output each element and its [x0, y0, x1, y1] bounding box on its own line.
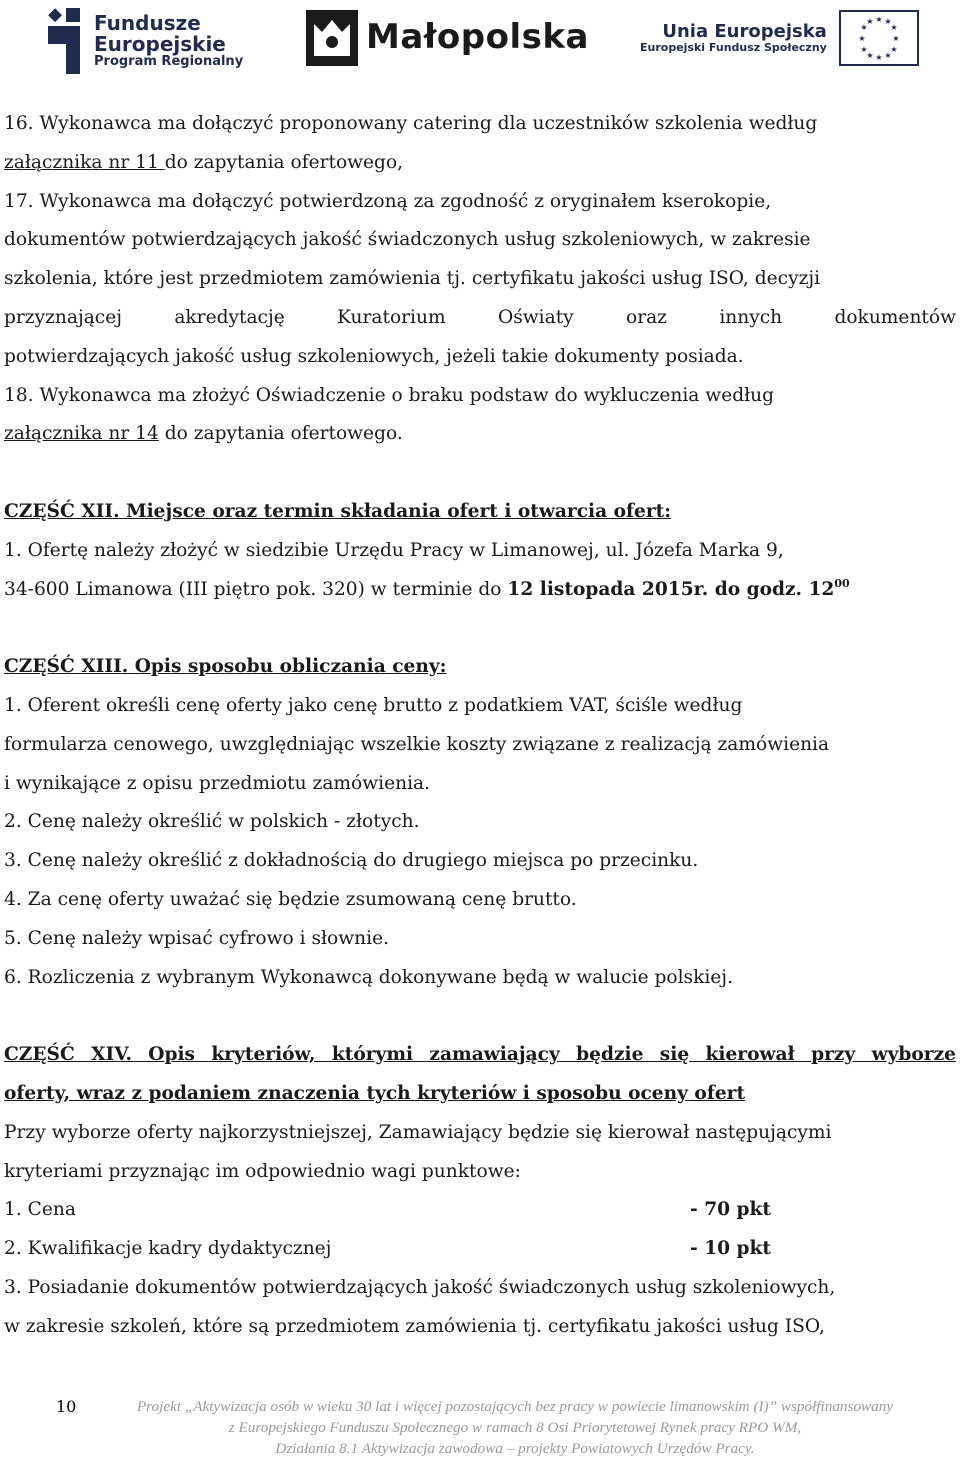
- part-14-line4: w zakresie szkoleń, które są przedmiotem zamówienia tj. certyfikatu jakości usług ISO,: [4, 1315, 825, 1337]
- fe-line1: Fundusze: [94, 11, 201, 36]
- svg-text:★: ★: [875, 15, 883, 24]
- svg-text:★: ★: [892, 34, 900, 43]
- part-14-heading-line2: oferty, wraz z podaniem znaczenia tych kryteriów i sposobu oceny ofert: [4, 1082, 746, 1104]
- part-12-line1: 1. Ofertę należy złożyć w siedzibie Urzędu Pracy w Limanowej, ul. Józefa Marka 9,: [4, 539, 784, 561]
- item-17-line2: dokumentów potwierdzających jakość świadczonych usług szkoleniowych, w zakresie: [4, 229, 811, 251]
- part-13-line4: 2. Cenę należy określić w polskich - złotych.: [4, 811, 420, 833]
- part-14-line1: Przy wyborze oferty najkorzystniejszej, Zamawiający będzie się kierował następującymi: [4, 1121, 832, 1143]
- header-logos: [0, 0, 960, 80]
- part-13-line3: i wynikające z opisu przedmiotu zamówienia.: [4, 772, 431, 794]
- malopolska-logo-icon: [306, 10, 358, 66]
- fundusze-europejskie-logo-icon: [44, 6, 84, 76]
- part-14-line3: 3. Posiadanie dokumentów potwierdzających jakość świadczonych usług szkoleniowych,: [4, 1276, 836, 1298]
- fe-line2: Europejskie: [94, 32, 226, 57]
- part-13-heading: CZĘŚĆ XIII. Opis sposobu obliczania ceny:: [4, 656, 447, 678]
- svg-text:★: ★: [866, 17, 874, 26]
- item-17-line4: przyznającej akredytację Kuratorium Oświaty oraz innych dokumentów: [4, 306, 956, 328]
- footer-line1: Projekt „Aktywizacja osób w wieku 30 lat i więcej pozostających bez pracy w powiecie limanowskim (I)” współfinansowany: [136, 1398, 894, 1415]
- part-14-line2: kryteriami przyznając im odpowiednio wagi punktowe:: [4, 1160, 521, 1182]
- deadline: 12 listopada 2015r. do godz. 12: [507, 578, 835, 600]
- footer-note: [70, 1396, 960, 1459]
- item-17-line3: szkolenia, które jest przedmiotem zamówienia tj. certyfikatu jakości usług ISO, decyzji: [4, 268, 821, 290]
- part-13-line6: 4. Za cenę oferty uważać się będzie zsumowaną cenę brutto.: [4, 888, 577, 910]
- footer-line2: z Europejskiego Funduszu Społecznego w ramach 8 Osi Priorytetowej Rynek pracy RPO WM,: [228, 1419, 802, 1436]
- item-17-line5: potwierdzających jakość usług szkoleniowych, jeżeli takie dokumenty posiada.: [4, 345, 744, 367]
- part-12-heading: CZĘŚĆ XII. Miejsce oraz termin składania ofert i otwarcia ofert:: [4, 500, 672, 522]
- part-13-line5: 3. Cenę należy określić z dokładnością do drugiego miejsca po przecinku.: [4, 850, 699, 872]
- svg-text:★: ★: [866, 51, 874, 60]
- item-16-line1: 16. Wykonawca ma dołączyć proponowany catering dla uczestników szkolenia według: [4, 113, 818, 134]
- part-12-line2: 34-600 Limanowa (III piętro pok. 320) w terminie do 12 listopada 2015r. do godz. $12^{00}$: [4, 576, 850, 600]
- svg-text:★: ★: [875, 53, 883, 62]
- part-14-heading-line1: CZĘŚĆ XIV. Opis kryteriów, którymi zamawiający będzie się kierował przy wyborze: [4, 1044, 956, 1066]
- fundusze-europejskie-logo: [44, 6, 243, 76]
- footer-line3: Działania 8.1 Aktywizacja zawodowa – projekty Powiatowych Urzędów Pracy.: [275, 1440, 755, 1457]
- svg-text:★: ★: [884, 17, 892, 26]
- criterion-name: 2. Kwalifikacje kadry dydaktycznej: [4, 1238, 332, 1260]
- criterion-points: - 10 pkt: [690, 1238, 772, 1260]
- svg-text:★: ★: [890, 45, 898, 54]
- ue-line1: Unia Europejska: [662, 20, 827, 42]
- ue-line2: Europejski Fundusz Społeczny: [640, 40, 827, 54]
- svg-text:★: ★: [884, 51, 892, 60]
- item-18-line2: załącznika nr 14 do zapytania ofertowego.: [4, 423, 403, 445]
- svg-text:★: ★: [890, 23, 898, 32]
- criterion-points: - 70 pkt: [690, 1199, 772, 1221]
- part-13-line1: 1. Oferent określi cenę oferty jako cenę brutto z podatkiem VAT, ściśle według: [4, 694, 743, 716]
- malopolska-logo: [306, 10, 589, 66]
- criterion-row-qualifications: [4, 1230, 956, 1269]
- svg-text:★: ★: [860, 23, 868, 32]
- criterion-name: 1. Cena: [4, 1199, 76, 1221]
- attachment-11-link[interactable]: załącznika nr 11: [4, 151, 165, 173]
- part-13-line2: formularza cenowego, uwzględniając wszelkie koszty związane z realizacją zamówienia: [4, 733, 830, 755]
- svg-text:★: ★: [858, 34, 866, 43]
- item-16-line2: załącznika nr 11 do zapytania ofertowego,: [4, 151, 404, 173]
- eu-flag-icon: [839, 10, 919, 66]
- criterion-row-price: [4, 1191, 956, 1230]
- part-13-line8: 6. Rozliczenia z wybranym Wykonawcą dokonywane będą w walucie polskiej.: [4, 966, 733, 988]
- svg-text:★: ★: [860, 45, 868, 54]
- item-17-line1: 17. Wykonawca ma dołączyć potwierdzoną za zgodność z oryginałem kserokopie,: [4, 190, 772, 212]
- document-body: [4, 105, 956, 1347]
- page-number: 10: [56, 1397, 77, 1416]
- item-18-line1: 18. Wykonawca ma złożyć Oświadczenie o braku podstaw do wykluczenia według: [4, 384, 775, 406]
- unia-europejska-logo: [640, 10, 919, 66]
- part-13-line7: 5. Cenę należy wpisać cyfrowo i słownie.: [4, 927, 389, 949]
- attachment-14-link[interactable]: załącznika nr 14: [4, 423, 159, 445]
- malopolska-name: Małopolska: [366, 17, 589, 58]
- fe-line3: Program Regionalny: [94, 54, 244, 70]
